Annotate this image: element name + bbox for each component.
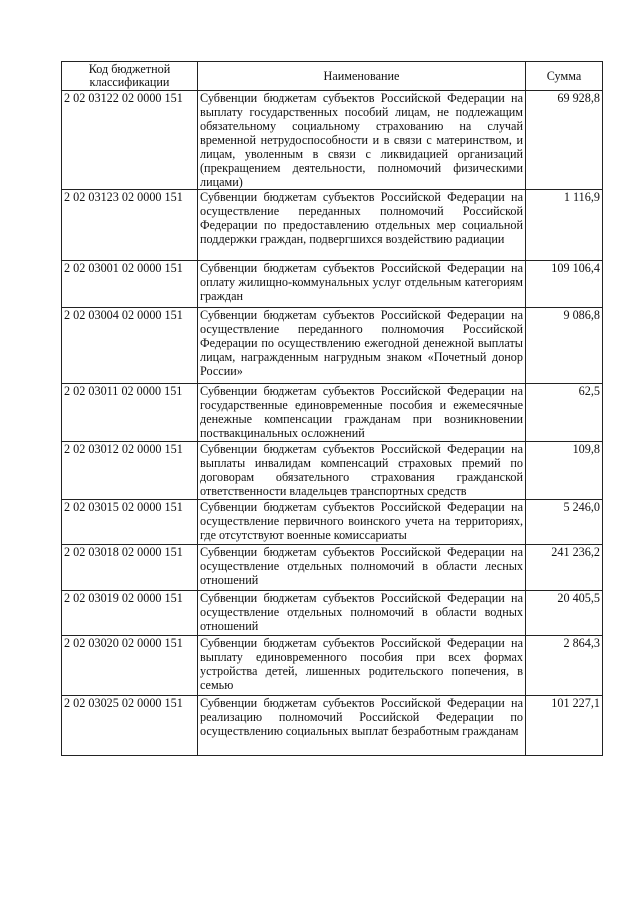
row-code: 2 02 03025 02 0000 151 <box>62 696 198 756</box>
header-name: Наименование <box>198 62 526 91</box>
table-row <box>62 91 603 190</box>
row-sum: 101 227,1 <box>526 696 603 756</box>
header-sum: Сумма <box>526 62 603 91</box>
row-name: Субвенции бюджетам субъектов Российской Федерации на выплату государственных пособий лицам, не подлежащим обязательному социальному страхованию на случай временной нетрудоспособности и в связи с материнством, и лицам, уволенным в связи с ликвидацией организаций (прекращением деятельности, полномочий физическими лицами) <box>198 91 526 190</box>
row-code: 2 02 03011 02 0000 151 <box>62 384 198 442</box>
row-name: Субвенции бюджетам субъектов Российской Федерации на реализацию полномочий Российской Федерации по осуществлению социальных выплат безработным гражданам <box>198 696 526 756</box>
row-code: 2 02 03018 02 0000 151 <box>62 545 198 591</box>
table-row <box>62 308 603 384</box>
row-name: Субвенции бюджетам субъектов Российской Федерации на выплаты инвалидам компенсаций страховых премий по договорам обязательного страхования гражданской ответственности владельцев транспортных средств <box>198 442 526 500</box>
table-row <box>62 591 603 636</box>
row-sum: 69 928,8 <box>526 91 603 190</box>
table-row <box>62 636 603 696</box>
row-name: Субвенции бюджетам субъектов Российской Федерации на государственные единовременные пособия и ежемесячные денежные компенсации гражданам при возникновении поствакцинальных осложнений <box>198 384 526 442</box>
row-sum: 241 236,2 <box>526 545 603 591</box>
header-code: Код бюджетной классификации <box>62 62 198 91</box>
row-name: Субвенции бюджетам субъектов Российской Федерации на осуществление переданного полномочия Российской Федерации по осуществлению ежегодной денежной выплаты лицам, награжденным нагрудным знаком «Почетный донор России» <box>198 308 526 384</box>
row-code: 2 02 03123 02 0000 151 <box>62 190 198 261</box>
table-row <box>62 696 603 756</box>
table-row <box>62 261 603 308</box>
row-code: 2 02 03019 02 0000 151 <box>62 591 198 636</box>
row-name: Субвенции бюджетам субъектов Российской Федерации на осуществление отдельных полномочий в области лесных отношений <box>198 545 526 591</box>
row-code: 2 02 03122 02 0000 151 <box>62 91 198 190</box>
table-row <box>62 545 603 591</box>
budget-table <box>61 61 603 756</box>
row-name: Субвенции бюджетам субъектов Российской Федерации на осуществление отдельных полномочий в области водных отношений <box>198 591 526 636</box>
header-row <box>62 62 603 91</box>
row-sum: 109,8 <box>526 442 603 500</box>
table-row <box>62 190 603 261</box>
row-name: Субвенции бюджетам субъектов Российской Федерации на осуществление первичного воинского учета на территориях, где отсутствуют военные комиссариаты <box>198 500 526 545</box>
row-sum: 62,5 <box>526 384 603 442</box>
row-sum: 109 106,4 <box>526 261 603 308</box>
row-sum: 1 116,9 <box>526 190 603 261</box>
row-code: 2 02 03012 02 0000 151 <box>62 442 198 500</box>
table-row <box>62 384 603 442</box>
row-code: 2 02 03004 02 0000 151 <box>62 308 198 384</box>
row-code: 2 02 03015 02 0000 151 <box>62 500 198 545</box>
row-code: 2 02 03020 02 0000 151 <box>62 636 198 696</box>
row-code: 2 02 03001 02 0000 151 <box>62 261 198 308</box>
row-sum: 9 086,8 <box>526 308 603 384</box>
row-name: Субвенции бюджетам субъектов Российской Федерации на оплату жилищно-коммунальных услуг отдельным категориям граждан <box>198 261 526 308</box>
row-sum: 2 864,3 <box>526 636 603 696</box>
row-name: Субвенции бюджетам субъектов Российской Федерации на выплату единовременного пособия при всех формах устройства детей, лишенных родительского попечения, в семью <box>198 636 526 696</box>
row-name: Субвенции бюджетам субъектов Российской Федерации на осуществление переданных полномочий Российской Федерации по предоставлению отдельных мер социальной поддержки граждан, подвергшихся воздействию радиации <box>198 190 526 261</box>
table-row <box>62 500 603 545</box>
row-sum: 20 405,5 <box>526 591 603 636</box>
row-sum: 5 246,0 <box>526 500 603 545</box>
table-row <box>62 442 603 500</box>
